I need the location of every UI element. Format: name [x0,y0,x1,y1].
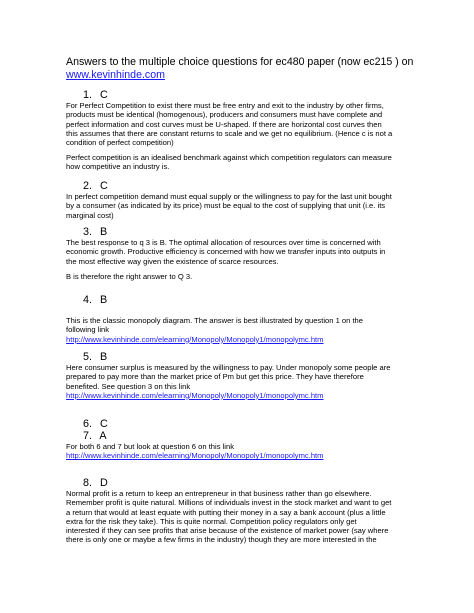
document-title [66,56,466,82]
question-number: 8. [83,477,93,489]
paragraph-line: a return that would at least equate with putting their money in a say a bank account (plus a little [66,507,386,517]
question-6-heading [83,418,108,430]
paragraph-line: Perfect competition is an idealised benchmark against which competition regulators can measure [66,153,392,162]
paragraph-line: prepared to pay more than the market price of Pm but get this price. They have therefore [66,372,364,382]
question-number: 2. [83,180,93,192]
paragraph-line: there is only one or maybe a few firms in the industry) though they are more interested in the [66,535,377,545]
paragraph-line: This is the classic monopoly diagram. The answer is best illustrated by question 1 on the [66,316,364,325]
paragraph-line: B is therefore the right answer to Q 3. [66,272,193,281]
answer-3-paragraph [66,238,466,266]
monopoly-link[interactable]: http://www.kevinhinde.com/elearning/Monopoly/Monopoly1/monopolymc.htm [66,451,324,461]
paragraph-line: condition of perfect competition) [66,138,174,148]
monopoly-link[interactable]: http://www.kevinhinde.com/elearning/Monopoly/Monopoly1/monopolymc.htm [66,390,324,400]
question-number: 5. [83,351,93,363]
title-link[interactable]: www.kevinhinde.com [66,69,165,81]
title-text: Answers to the multiple choice questions for ec480 paper (now ec215 ) on [66,56,414,68]
question-answer: D [100,477,108,489]
answer-4-paragraph [66,316,466,344]
question-number: 3. [83,226,93,238]
question-number: 4. [83,294,93,306]
question-8-heading [83,477,108,489]
paragraph-line: marginal cost) [66,210,114,220]
question-4-heading [83,294,107,306]
answer-8-paragraph [66,489,466,545]
paragraph-line: extra for the risk they take). This is quite normal. Competition policy regulators only get [66,516,357,526]
paragraph-line: how competitive an industry is. [66,162,170,172]
paragraph-line: For both 6 and 7 but look at question 6 on this link [66,442,235,451]
monopoly-link[interactable]: http://www.kevinhinde.com/elearning/Monopoly/Monopoly1/monopolymc.htm [66,334,324,344]
paragraph-line: interested if they can see profits that arise because of the existence of market power (say where [66,526,389,536]
question-2-heading [83,180,108,192]
question-answer: C [100,418,108,430]
question-answer: B [100,294,108,306]
question-3-heading [83,226,107,238]
paragraph-line: Remember profit is quite natural. Millions of individuals invest in the stock market and want to get [66,498,392,508]
answer-2-paragraph [66,192,466,220]
answer-6-7-paragraph [66,442,466,461]
question-1-heading [83,89,108,101]
paragraph-line: perfect information and cost curves must be U-shaped. If there are horizontal cost curves then [66,119,382,129]
question-number: 7. [83,430,93,442]
answer-5-paragraph [66,363,466,400]
paragraph-line: benefited. See question 3 on this link [66,381,191,391]
paragraph-line: In perfect competition demand must equal supply or the willingness to pay for the last unit bought [66,192,392,201]
question-number: 1. [83,89,93,101]
paragraph-line: by a consumer (as indicated by its price) must be equal to the cost of supplying that unit (i.e. its [66,201,386,211]
question-7-heading [83,430,107,442]
paragraph-line: economic growth. Productive efficiency is concerned with how we transfer inputs into outputs in [66,247,386,257]
paragraph-line: The best response to q 3 is B. The optimal allocation of resources over time is concerned with [66,238,381,247]
answer-1-paragraph [66,101,466,147]
paragraph-line: Normal profit is a return to keep an entrepreneur in that business rather than go elsewhere. [66,489,372,498]
question-number: 6. [83,418,93,430]
paragraph-line: the most effective way given the existence of scarce resources. [66,256,279,266]
paragraph-line: this assumes that there are constant returns to scale and we get no equilibrium. (Hence c is not a [66,128,393,138]
paragraph-line: Here consumer surplus is measured by the willingness to pay. Under monopoly some people are [66,363,391,372]
paragraph-line: products must be identical (homogenous), producers and consumers must have complete and [66,110,383,120]
question-answer: C [100,89,108,101]
answer-3-conclusion [66,272,466,281]
paragraph-line: following link [66,325,110,335]
question-answer: C [100,180,108,192]
paragraph-line: For Perfect Competition to exist there must be free entry and exit to the industry by other firms, [66,101,384,110]
question-5-heading [83,351,107,363]
question-answer: A [99,430,107,442]
question-answer: B [100,226,108,238]
answer-1-paragraph-2 [66,153,466,172]
question-answer: B [100,351,108,363]
